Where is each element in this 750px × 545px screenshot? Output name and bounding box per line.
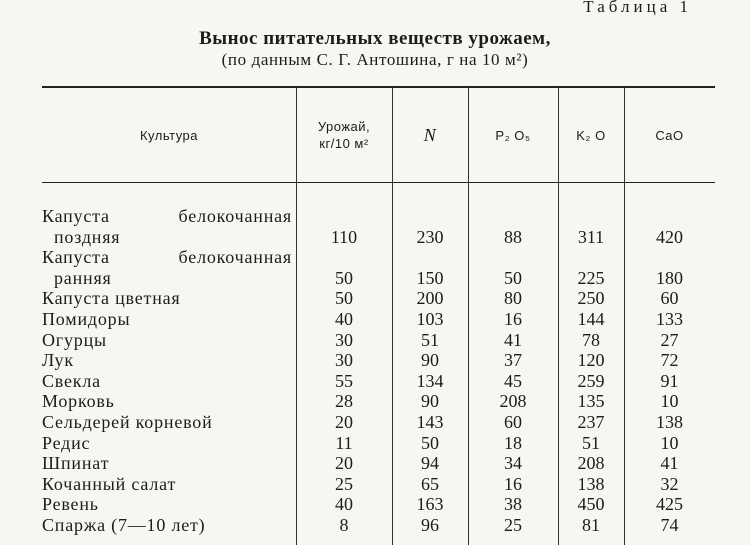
header-yield: Урожай, кг/10 м² bbox=[317, 119, 371, 151]
header-nitrogen: N bbox=[423, 124, 437, 145]
phosphorus-value: 60 bbox=[504, 411, 522, 432]
header-potassium: K₂ O bbox=[576, 127, 606, 143]
table-row bbox=[0, 309, 750, 330]
header-bottom-rule bbox=[42, 182, 715, 183]
potassium-value: 208 bbox=[577, 453, 605, 474]
phosphorus-value: 208 bbox=[499, 391, 527, 412]
crop-name-line: Спаржа (7—10 лет) bbox=[42, 514, 206, 535]
potassium-value: 138 bbox=[577, 473, 605, 494]
nitrogen-value: 163 bbox=[416, 494, 444, 515]
phosphorus-value: 80 bbox=[504, 288, 522, 309]
table-row bbox=[0, 494, 750, 515]
nitrogen-value: 90 bbox=[421, 391, 439, 412]
table-number: Таблица 1 bbox=[583, 0, 692, 16]
table-row bbox=[0, 350, 750, 371]
crop-name-line: Свекла bbox=[42, 370, 101, 391]
crop-name bbox=[42, 453, 292, 474]
crop-name-line: Лук bbox=[42, 350, 74, 371]
calcium-value: 32 bbox=[660, 473, 679, 494]
crop-name bbox=[42, 474, 292, 495]
table-row bbox=[0, 453, 750, 474]
potassium-value: 144 bbox=[577, 308, 605, 329]
nitrogen-value: 150 bbox=[416, 267, 444, 288]
crop-name-line: Помидоры bbox=[42, 308, 131, 329]
crop-name-line: Сельдерей корневой bbox=[42, 411, 213, 432]
table-row bbox=[0, 412, 750, 433]
crop-name-line: Капуста белокочанная bbox=[42, 247, 292, 268]
crop-name-line: Капуста белокочанная bbox=[42, 206, 292, 226]
yield-value: 20 bbox=[335, 411, 353, 432]
nitrogen-value: 143 bbox=[416, 411, 444, 432]
calcium-value: 138 bbox=[656, 411, 683, 432]
phosphorus-value: 37 bbox=[504, 350, 522, 371]
phosphorus-value: 41 bbox=[504, 329, 522, 350]
potassium-value: 450 bbox=[577, 494, 605, 515]
table-row bbox=[0, 288, 750, 309]
crop-name-line: Кочанный салат bbox=[42, 473, 177, 494]
crop-name bbox=[42, 206, 292, 247]
yield-value: 50 bbox=[335, 288, 353, 309]
crop-name-continuation: ранняя bbox=[54, 267, 112, 288]
calcium-value: 180 bbox=[656, 267, 683, 288]
crop-name bbox=[42, 412, 292, 433]
yield-value: 50 bbox=[335, 267, 353, 288]
calcium-value: 74 bbox=[660, 514, 679, 535]
yield-value: 25 bbox=[335, 473, 353, 494]
calcium-value: 10 bbox=[660, 432, 679, 453]
nitrogen-value: 50 bbox=[421, 432, 439, 453]
calcium-value: 60 bbox=[660, 288, 679, 309]
crop-name-line: Редис bbox=[42, 432, 91, 453]
nitrogen-value: 230 bbox=[416, 226, 444, 247]
phosphorus-value: 88 bbox=[504, 226, 522, 247]
calcium-value: 10 bbox=[660, 391, 679, 412]
table-row bbox=[0, 433, 750, 454]
nitrogen-value: 94 bbox=[421, 453, 439, 474]
potassium-value: 81 bbox=[582, 514, 600, 535]
phosphorus-value: 38 bbox=[504, 494, 522, 515]
crop-name bbox=[42, 330, 292, 351]
yield-value: 55 bbox=[335, 370, 353, 391]
calcium-value: 420 bbox=[656, 226, 683, 247]
potassium-value: 259 bbox=[577, 370, 605, 391]
yield-value: 28 bbox=[335, 391, 353, 412]
yield-value: 40 bbox=[335, 494, 353, 515]
yield-value: 8 bbox=[339, 514, 349, 535]
crop-name bbox=[42, 247, 292, 288]
table-row bbox=[0, 371, 750, 392]
phosphorus-value: 16 bbox=[504, 473, 522, 494]
potassium-value: 78 bbox=[582, 329, 600, 350]
nitrogen-value: 51 bbox=[421, 329, 439, 350]
yield-value: 40 bbox=[335, 308, 353, 329]
potassium-value: 120 bbox=[577, 350, 605, 371]
calcium-value: 27 bbox=[660, 329, 679, 350]
table-row bbox=[0, 206, 750, 247]
yield-value: 20 bbox=[335, 453, 353, 474]
calcium-value: 425 bbox=[656, 494, 683, 515]
potassium-value: 311 bbox=[577, 226, 605, 247]
yield-value: 30 bbox=[335, 350, 353, 371]
nitrogen-value: 134 bbox=[416, 370, 444, 391]
nitrogen-value: 200 bbox=[416, 288, 444, 309]
crop-name-line: Огурцы bbox=[42, 329, 107, 350]
crop-name bbox=[42, 494, 292, 515]
phosphorus-value: 34 bbox=[504, 453, 522, 474]
calcium-value: 91 bbox=[660, 370, 679, 391]
phosphorus-value: 18 bbox=[504, 432, 522, 453]
nitrogen-value: 96 bbox=[421, 514, 439, 535]
crop-name bbox=[42, 391, 292, 412]
table-subtitle: (по данным С. Г. Антошина, г на 10 м²) bbox=[221, 50, 529, 69]
crop-name-line: Капуста цветная bbox=[42, 288, 181, 309]
crop-name bbox=[42, 433, 292, 454]
potassium-value: 225 bbox=[577, 267, 605, 288]
header-crop: Культура bbox=[139, 127, 199, 143]
table-body bbox=[0, 206, 750, 536]
table-row bbox=[0, 515, 750, 536]
phosphorus-value: 50 bbox=[504, 267, 522, 288]
potassium-value: 250 bbox=[577, 288, 605, 309]
phosphorus-value: 16 bbox=[504, 308, 522, 329]
calcium-value: 133 bbox=[656, 308, 683, 329]
crop-name-line: Шпинат bbox=[42, 453, 110, 474]
potassium-value: 51 bbox=[582, 432, 600, 453]
nitrogen-value: 65 bbox=[421, 473, 439, 494]
crop-name bbox=[42, 350, 292, 371]
calcium-value: 41 bbox=[660, 453, 679, 474]
crop-name bbox=[42, 515, 292, 536]
phosphorus-value: 45 bbox=[504, 370, 522, 391]
phosphorus-value: 25 bbox=[504, 514, 522, 535]
potassium-value: 135 bbox=[577, 391, 605, 412]
table-row bbox=[0, 391, 750, 412]
crop-name-continuation: поздняя bbox=[54, 226, 121, 247]
calcium-value: 72 bbox=[660, 350, 679, 371]
yield-value: 110 bbox=[330, 226, 358, 247]
crop-name-line: Ревень bbox=[42, 494, 99, 515]
crop-name bbox=[42, 288, 292, 309]
crop-name-line: Морковь bbox=[42, 391, 115, 412]
crop-name bbox=[42, 309, 292, 330]
yield-value: 30 bbox=[335, 329, 353, 350]
nitrogen-value: 90 bbox=[421, 350, 439, 371]
crop-name bbox=[42, 371, 292, 392]
potassium-value: 237 bbox=[577, 411, 605, 432]
nitrogen-value: 103 bbox=[416, 308, 444, 329]
table-title: Вынос питательных веществ урожаем, bbox=[199, 28, 551, 49]
header-calcium: CaO bbox=[655, 127, 684, 143]
yield-value: 11 bbox=[335, 432, 353, 453]
table-row bbox=[0, 330, 750, 351]
header-phosphorus: P₂ O₅ bbox=[495, 127, 531, 143]
table-row bbox=[0, 247, 750, 288]
table-row bbox=[0, 474, 750, 495]
